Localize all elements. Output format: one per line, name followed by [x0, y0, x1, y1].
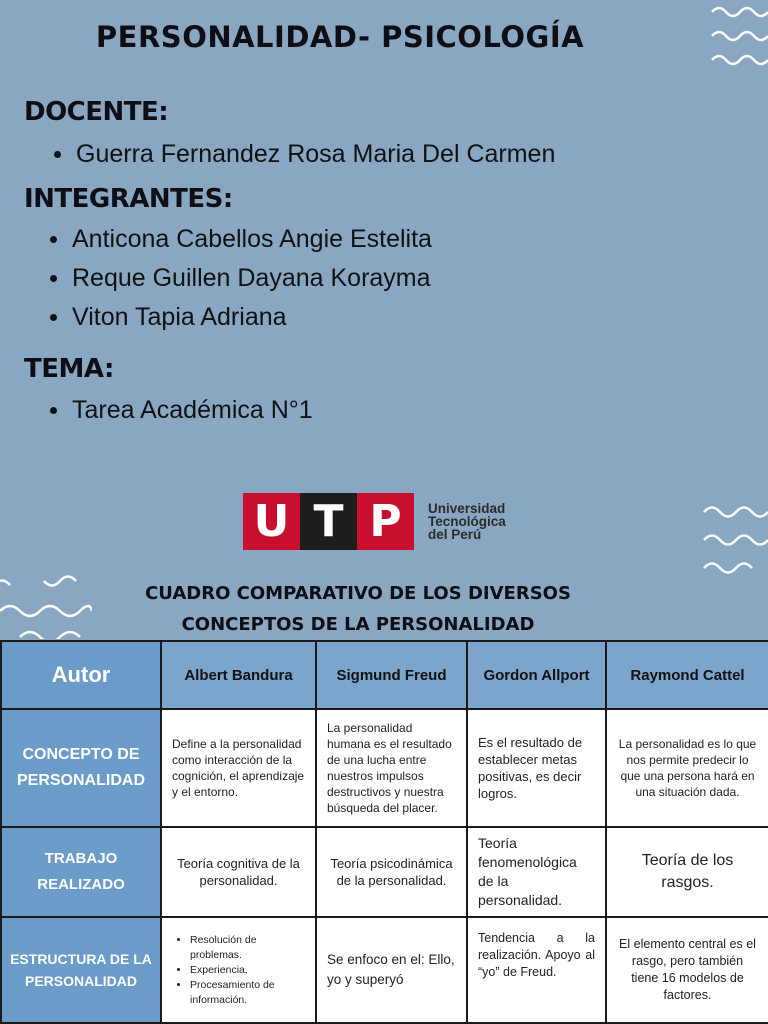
table-cell [161, 917, 316, 1023]
logo-letter-t: T [300, 493, 357, 550]
table-cell: La personalidad humana es el resultado de una lucha entre nuestros impulsos destructivos y nuestra búsqueda del placer. [316, 709, 467, 827]
table-cell: La personalidad es lo que nos permite predecir lo que una persona hará en una situación dada. [606, 709, 768, 827]
row-label: ESTRUCTURA DE LA PERSONALIDAD [1, 917, 161, 1023]
table-cell: Tendencia a la realización. Apoyo al “yo” de Freud. [467, 917, 606, 1023]
decorative-waves-top-right [708, 0, 768, 80]
page-title: PERSONALIDAD- PSICOLOGÍA [95, 20, 585, 54]
row-label: TRABAJO REALIZADO [1, 827, 161, 917]
logo-line-2: Tecnológica [428, 514, 506, 529]
integrante-name: Anticona Cabellos Angie Estelita [50, 220, 432, 259]
table-cell: Teoría psicodinámica de la personalidad. [316, 827, 467, 917]
tema-list [50, 391, 313, 430]
logo-letter-u: U [243, 493, 300, 550]
comparison-table [0, 640, 768, 1024]
table-cell: Teoría fenomenológica de la personalidad. [467, 827, 606, 917]
logo-letter-p: P [357, 493, 414, 550]
table-cell: Se enfoco en el: Ello, yo y superyó [316, 917, 467, 1023]
docente-name: Guerra Fernandez Rosa Maria Del Carmen [54, 135, 555, 174]
list-item: • Procesamiento de información. [190, 978, 305, 1008]
logo-text [428, 502, 506, 541]
table-cell: Teoría cognitiva de la personalidad. [161, 827, 316, 917]
tema-heading: TEMA: [24, 354, 114, 384]
list-item: • Experiencia. [190, 963, 305, 978]
table-title-line-2: CONCEPTOS DE LA PERSONALIDAD [181, 614, 535, 635]
tema-item: Tarea Académica N°1 [50, 391, 313, 430]
table-cell: Es el resultado de establecer metas positivas, es decir logros. [467, 709, 606, 827]
header-author: Sigmund Freud [316, 641, 467, 709]
table-row-concepto [1, 709, 768, 827]
decorative-waves-right [700, 498, 768, 578]
table-row-trabajo [1, 827, 768, 917]
header-author: Raymond Cattel [606, 641, 768, 709]
table-row-estructura [1, 917, 768, 1023]
header-author: Albert Bandura [161, 641, 316, 709]
docente-list [54, 135, 555, 174]
integrantes-list [50, 220, 432, 337]
table-title-line-1: CUADRO COMPARATIVO DE LOS DIVERSOS [145, 583, 571, 604]
table-cell: Teoría de los rasgos. [606, 827, 768, 917]
logo-line-1: Universidad [428, 501, 506, 516]
table-title [0, 578, 716, 640]
table-cell: El elemento central es el rasgo, pero también tiene 16 modelos de factores. [606, 917, 768, 1023]
utp-logo [243, 493, 506, 550]
bandura-structure-list [172, 933, 305, 1008]
header-author: Gordon Allport [467, 641, 606, 709]
header-autor: Autor [1, 641, 161, 709]
logo-line-3: del Perú [428, 527, 482, 542]
table-cell: Define a la personalidad como interacción de la cognición, el aprendizaje y el entorno. [161, 709, 316, 827]
integrante-name: Viton Tapia Adriana [50, 298, 432, 337]
table-header-row [1, 641, 768, 709]
list-item: • Resolución de problemas. [190, 933, 305, 963]
integrante-name: Reque Guillen Dayana Korayma [50, 259, 432, 298]
row-label: CONCEPTO DE PERSONALIDAD [1, 709, 161, 827]
integrantes-heading: INTEGRANTES: [24, 184, 233, 214]
docente-heading: DOCENTE: [24, 97, 169, 127]
